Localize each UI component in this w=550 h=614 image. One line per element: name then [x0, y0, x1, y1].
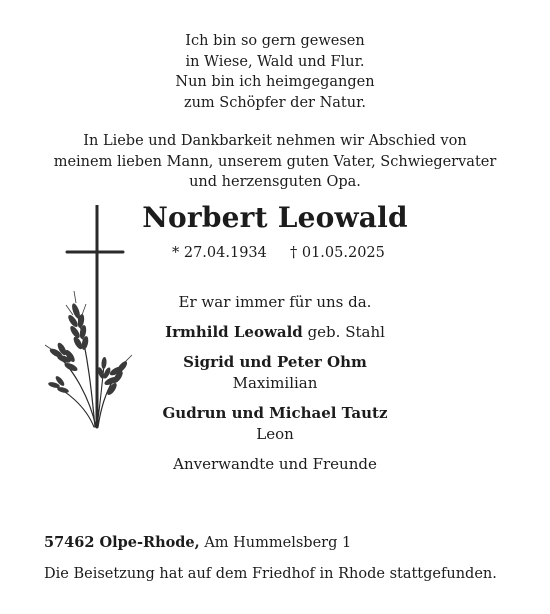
poem-line: in Wiese, Wald und Flur.	[185, 53, 365, 70]
intro-line: meinem lieben Mann, unserem guten Vater, Schwiegervater	[53, 153, 497, 170]
mourner-couple: Gudrun und Michael Tautz	[162, 404, 388, 422]
poem-line: Nun bin ich heimgegangen	[175, 74, 375, 90]
address-street: Am Hummelsberg 1	[204, 535, 352, 551]
address-city: 57462 Olpe-Rhode,	[44, 534, 200, 551]
poem-line: Ich bin so gern gewesen	[185, 33, 365, 49]
mourners	[0, 292, 550, 475]
intro-text	[0, 131, 550, 193]
life-dates	[0, 245, 550, 267]
poem-line: zum Schöpfer der Natur.	[183, 94, 367, 111]
intro-line: In Liebe und Dankbarkeit nehmen wir Abschied von	[83, 133, 467, 149]
mourner-wife	[0, 322, 550, 343]
mourner-couple: Sigrid und Peter Ohm	[183, 353, 367, 371]
deceased-name: Norbert Leowald	[142, 201, 408, 234]
wife-maiden-name: geb. Stahl	[307, 323, 385, 341]
birth-date: * 27.04.1934	[172, 245, 267, 261]
mourner-grandchild: Maximilian	[232, 374, 318, 392]
intro-line: und herzensguten Opa.	[189, 174, 361, 190]
tagline: Er war immer für uns da.	[178, 293, 372, 311]
death-date: † 01.05.2025	[290, 245, 385, 261]
poem	[0, 31, 550, 113]
mourner-relatives: Anverwandte und Freunde	[173, 455, 377, 473]
funeral-note: Die Beisetzung hat auf dem Friedhof in Rhode stattgefunden.	[44, 566, 497, 582]
wife-name: Irmhild Leowald	[165, 323, 303, 341]
address	[44, 534, 351, 551]
mourner-grandchild: Leon	[256, 425, 294, 443]
